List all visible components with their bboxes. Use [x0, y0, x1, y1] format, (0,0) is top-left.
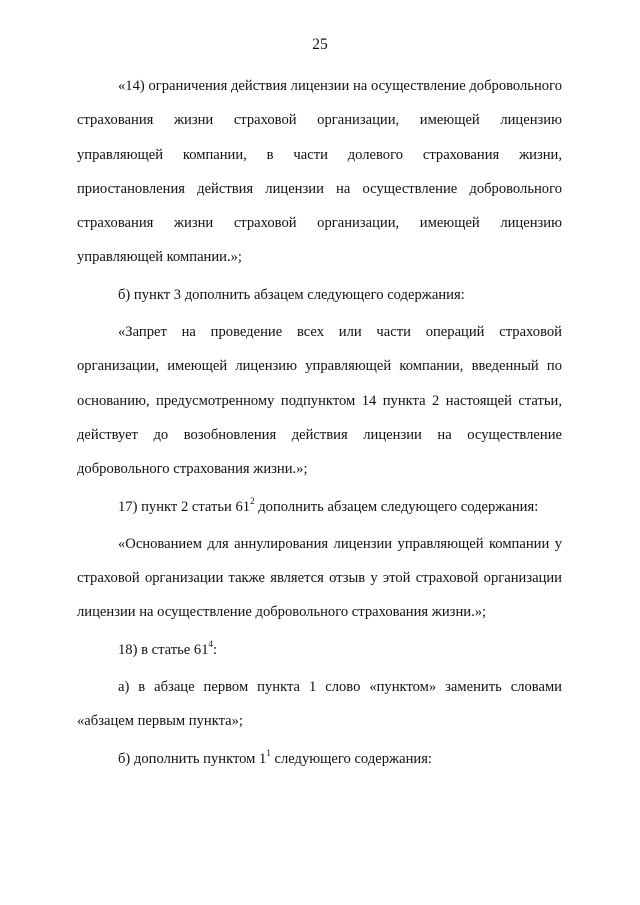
para-item-14 [77, 69, 562, 275]
text-run: «Основанием для аннулирования лицензии управляющей компании у страховой организации также является отзыв у этой страховой организации лицензии на осуществление добровольного страхования жизни.»; [77, 535, 562, 621]
para-17 [77, 490, 562, 524]
text-run: 17) пункт 2 статьи 61 [118, 498, 251, 515]
para-ban-operations [77, 315, 562, 486]
superscript: 1 [266, 747, 271, 758]
document-body [77, 69, 562, 776]
para-b-point-3 [77, 278, 562, 312]
text-run: следующего содержания: [270, 750, 432, 767]
text-run: дополнить абзацем следующего содержания: [254, 498, 539, 515]
para-18 [77, 633, 562, 667]
para-annulment-basis [77, 527, 562, 630]
superscript: 4 [208, 638, 214, 649]
text-run: «Запрет на проведение всех или части операций страховой организации, имеющей лицензию управляющей компании, введенный по основанию, предусмотренному подпунктом 14 пункта 2 настоящей статьи, действует до возобновления действия лицензии на осуществление добровольного страхования жизни.»; [77, 324, 562, 478]
para-b-add-point [77, 742, 562, 776]
text-run: б) пункт 3 дополнить абзацем следующего содержания: [118, 286, 465, 303]
text-run: 18) в статье 61 [118, 641, 209, 658]
para-a-first-paragraph [77, 670, 562, 739]
text-run: б) дополнить пунктом 1 [118, 750, 267, 767]
page-number: 25 [312, 36, 328, 53]
text-run: а) в абзаце первом пункта 1 слово «пунктом» заменить словами «абзацем первым пункта»; [77, 679, 562, 730]
superscript: 2 [250, 495, 255, 506]
text-run: «14) ограничения действия лицензии на осуществление добровольного страхования жизни страховой организации, имеющей лицензию управляющей компании, в части долевого страхования жизни, приостановления действия лицензии на осуществление добровольного страхования жизни страховой организации, имеющей лицензию управляющей компании.»; [77, 78, 562, 266]
text-run: : [213, 641, 218, 658]
